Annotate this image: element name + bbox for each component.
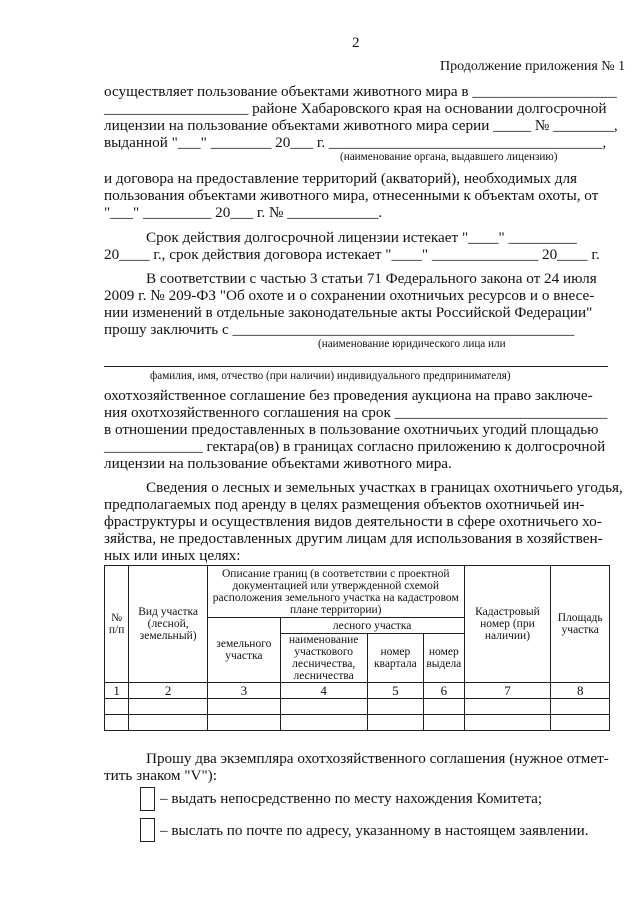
text-line: _____________ гектара(ов) в границах согласно приложению к долгосрочной [104,438,606,455]
text-line: Прошу два экземпляра охотхозяйственного соглашения (нужное отмет- [146,750,609,767]
col-number: 8 [551,683,610,699]
col-number: 7 [464,683,551,699]
field-caption: (наименование юридического лица или [318,338,506,350]
option-checkbox-by-mail[interactable] [140,818,155,842]
text-line: и договора на предоставление территорий (акваторий), необходимых для [104,170,578,187]
col-number: 2 [129,683,208,699]
text-line: "___" _________ 20___ г. № ____________. [104,204,383,221]
text-line: ных или иных целях: [104,547,241,564]
text-line: пользования объектами животного мира, отнесенными к объектам охоты, от [104,187,599,204]
text-line: охотхозяйственное соглашение без проведения аукциона на право заключе- [104,387,593,404]
text-line: фраструктуры и осуществления видов деятельности в сфере охотничьего хо- [104,513,602,530]
text-line: выданной "___" ________ 20___ г. ____________________________________, [104,134,607,151]
header-land-plot: земельного участка [208,618,281,683]
option-by-mail: – выслать по почте по адресу, указанному в настоящем заявлении. [160,822,589,839]
land-plots-table [104,565,610,731]
text-line: в отношении предоставленных в пользование охотничьих угодий площадью [104,421,599,438]
col-number: 1 [105,683,129,699]
text-line: 2009 г. № 209-ФЗ "Об охоте и о сохранении охотничьих ресурсов и о внесе- [104,287,595,304]
field-caption: (наименование органа, выдавшего лицензию) [340,151,558,163]
header-block: номер квартала [367,634,424,683]
text-line: Срок действия долгосрочной лицензии истекает "____" _________ [146,229,577,246]
text-line: осуществляет пользование объектами животного мира в ___________________ [104,83,617,100]
fill-line [104,366,608,367]
header-forest-plot: лесного участка [280,618,464,634]
header-section: номер выдела [424,634,464,683]
page-number: 2 [352,34,360,51]
col-number: 3 [208,683,281,699]
col-number: 4 [280,683,367,699]
header-boundaries: Описание границ (в соответствии с проектной документацией или утвержденной схемой расположения земельного участка на кадастровом плане территории) [208,566,465,618]
header-num: № п/п [105,566,129,683]
header-cadastral: Кадастровый номер (при наличии) [464,566,551,683]
table-row [105,699,610,715]
text-line: В соответствии с частью 3 статьи 71 Федерального закона от 24 июля [146,270,597,287]
text-line: предполагаемых под аренду в целях размещения объектов охотничьей ин- [104,496,585,513]
header-plot-type: Вид участка (лесной, земельный) [129,566,208,683]
col-number: 5 [367,683,424,699]
text-line: 20____ г., срок действия договора истекает "____" ______________ 20____ г. [104,246,600,263]
option-checkbox-in-person[interactable] [140,787,155,811]
text-line: ___________________ районе Хабаровского края на основании долгосрочной [104,100,607,117]
text-line: тить знаком "V"): [104,767,217,784]
field-caption: фамилия, имя, отчество (при наличии) индивидуального предпринимателя) [150,370,511,382]
header-forestry: наименование участкового лесничества, лесничества [280,634,367,683]
text-line: лицензии на пользование объектами животного мира. [104,455,452,472]
text-line: зяйства, не предоставленных другим лицам для использования в хозяйствен- [104,530,603,547]
continuation-label: Продолжение приложения № 1 [440,59,626,74]
header-area: Площадь участка [551,566,610,683]
option-in-person: – выдать непосредственно по месту нахождения Комитета; [160,790,543,807]
text-line: лицензии на пользование объектами животного мира серии _____ № ________, [104,117,618,134]
text-line: нии изменений в отдельные законодательные акты Российской Федерации" [104,304,593,321]
text-line: прошу заключить с _____________________________________________ [104,321,575,338]
table-row [105,715,610,731]
text-line: ния охотхозяйственного соглашения на срок ____________________________ [104,404,608,421]
col-number: 6 [424,683,464,699]
text-line: Сведения о лесных и земельных участках в границах охотничьего угодья, [146,479,623,496]
